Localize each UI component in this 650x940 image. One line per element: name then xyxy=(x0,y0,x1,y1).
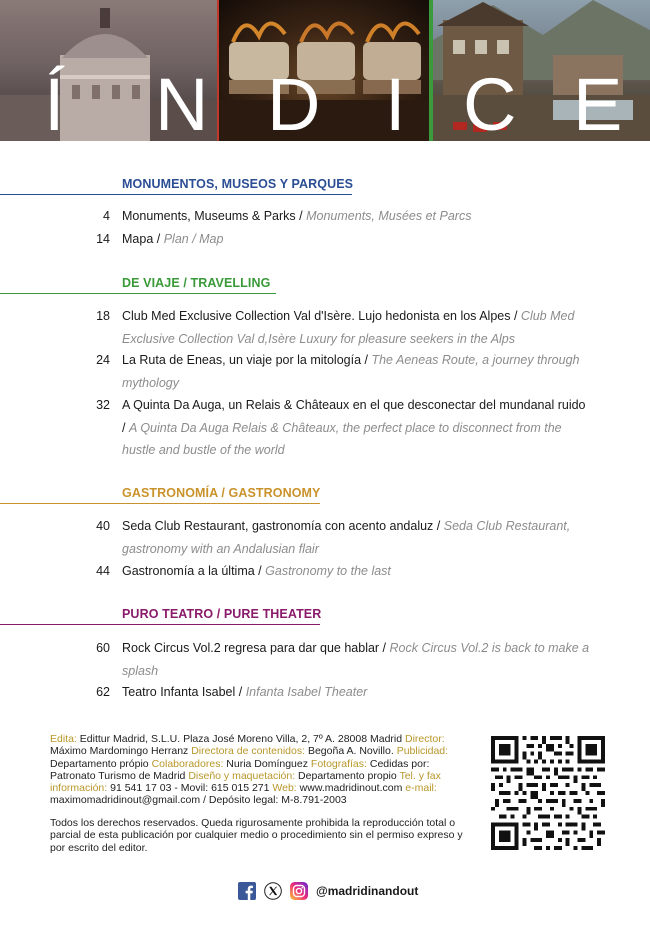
title-letter: C xyxy=(463,63,517,141)
social-handle[interactable]: @madridinandout xyxy=(316,884,419,898)
credit-label: Colaboradores: xyxy=(151,757,224,770)
qr-code[interactable] xyxy=(491,736,605,850)
title-letter: D xyxy=(267,63,321,141)
credit-value: Departamento própio xyxy=(50,757,152,770)
credit-label: Web: xyxy=(272,782,297,795)
page-number: 4 xyxy=(103,209,110,223)
credit-value: Departamento propio xyxy=(295,769,400,782)
entry-title: Mapa / xyxy=(122,232,161,246)
entry-title: Monuments, Museums & Parks / xyxy=(122,209,303,223)
entry-title: Seda Club Restaurant, gastronomía con acento andaluz / xyxy=(122,519,441,533)
section-rule xyxy=(0,293,276,294)
page-number: 62 xyxy=(96,685,110,699)
entry-title: Club Med Exclusive Collection Val d'Isère. Lujo hedonista en los Alpes / xyxy=(122,309,518,323)
entry-translation: Gastronomy to the last xyxy=(265,564,391,578)
credit-label: Publicidad: xyxy=(396,745,449,758)
entry-title: A Quinta Da Auga, un Relais & Châteaux en el que desconectar del mundanal ruido / xyxy=(122,398,586,435)
credit-label: Directora de contenidos: xyxy=(191,745,306,758)
section-title: PURO TEATRO / PURE THEATER xyxy=(122,607,322,621)
page-number: 32 xyxy=(96,398,110,412)
publisher-credits xyxy=(50,733,470,807)
credit-label: Diseño y maquetación: xyxy=(188,769,296,782)
section-rule xyxy=(0,624,320,625)
section-title: GASTRONOMÍA / GASTRONOMY xyxy=(122,486,321,500)
page-number: 44 xyxy=(96,564,110,578)
title-letter: N xyxy=(155,63,209,141)
email-link[interactable]: maximomadridinout@gmail.com / Depósito legal: M-8.791-2003 xyxy=(50,794,347,807)
entry-translation: Seda Club Restaurant, gastronomy with an Andalusian flair xyxy=(122,519,571,556)
credit-value: Máximo Mardomingo Herranz xyxy=(50,745,192,758)
page-number: 60 xyxy=(96,641,110,655)
credit-value: 91 541 17 03 - Movil: 615 015 271 xyxy=(107,782,273,795)
website-link[interactable]: www.madridinout.com xyxy=(296,782,406,795)
title-letter: I xyxy=(385,63,406,141)
header-banner xyxy=(0,0,650,141)
entry-translation: Club Med Exclusive Collection Val d,Isère Luxury for pleasure seekers in the Alps xyxy=(122,309,575,346)
title-letter: Í xyxy=(44,63,65,141)
credit-label: Fotografías: xyxy=(310,757,367,770)
rights-notice: Todos los derechos reservados. Queda rigurosamente prohibida la reproducción total o parcial de esta publicación por cualquier medio o procedimiento sin el permiso expreso y por escrito del editor. xyxy=(50,817,463,854)
credit-value: Begoña A. Novillo. xyxy=(305,745,397,758)
page-number: 18 xyxy=(96,309,110,323)
section-rule xyxy=(0,503,320,504)
credit-label: Director: xyxy=(405,733,445,745)
entry-translation: Infanta Isabel Theater xyxy=(245,685,368,699)
entry-title: Teatro Infanta Isabel / xyxy=(122,685,243,699)
title-letter: E xyxy=(573,63,623,141)
facebook-icon[interactable] xyxy=(238,882,256,900)
entry-translation: Rock Circus Vol.2 is back to make a splash xyxy=(122,641,590,678)
x-icon[interactable] xyxy=(264,882,282,900)
entry-translation: Monuments, Musées et Parcs xyxy=(306,209,472,223)
entry-translation: A Quinta Da Auga Relais & Châteaux, the perfect place to disconnect from the hustle and bustle of the world xyxy=(122,420,562,457)
credit-value: Edittur Madrid, S.L.U. Plaza José Moreno Villa, 2, 7º A. 28008 Madrid xyxy=(76,733,405,745)
entry-title: La Ruta de Eneas, un viaje por la mitología / xyxy=(122,353,368,367)
instagram-icon[interactable] xyxy=(290,882,308,900)
credit-label: Edita: xyxy=(50,733,77,745)
page-number: 24 xyxy=(96,353,110,367)
entry-translation: Plan / Map xyxy=(163,232,224,246)
section-rule xyxy=(0,194,352,195)
page-title xyxy=(0,60,650,140)
credit-label: Tel. y fax información: xyxy=(50,769,441,795)
page-number: 40 xyxy=(96,519,110,533)
credit-label: e-mail: xyxy=(405,782,437,795)
credit-value: Cedidas por: Patronato Turismo de Madrid xyxy=(50,757,430,782)
page-number: 14 xyxy=(96,232,110,246)
entry-title: Gastronomía a la última / xyxy=(122,564,262,578)
entry-title: Rock Circus Vol.2 regresa para dar que hablar / xyxy=(122,641,387,655)
credit-value: Nuria Domínguez xyxy=(223,757,311,770)
section-title: MONUMENTOS, MUSEOS Y PARQUES xyxy=(122,177,354,191)
section-title: DE VIAJE / TRAVELLING xyxy=(122,276,271,290)
entry-translation: The Aeneas Route, a journey through mythology xyxy=(122,353,580,390)
